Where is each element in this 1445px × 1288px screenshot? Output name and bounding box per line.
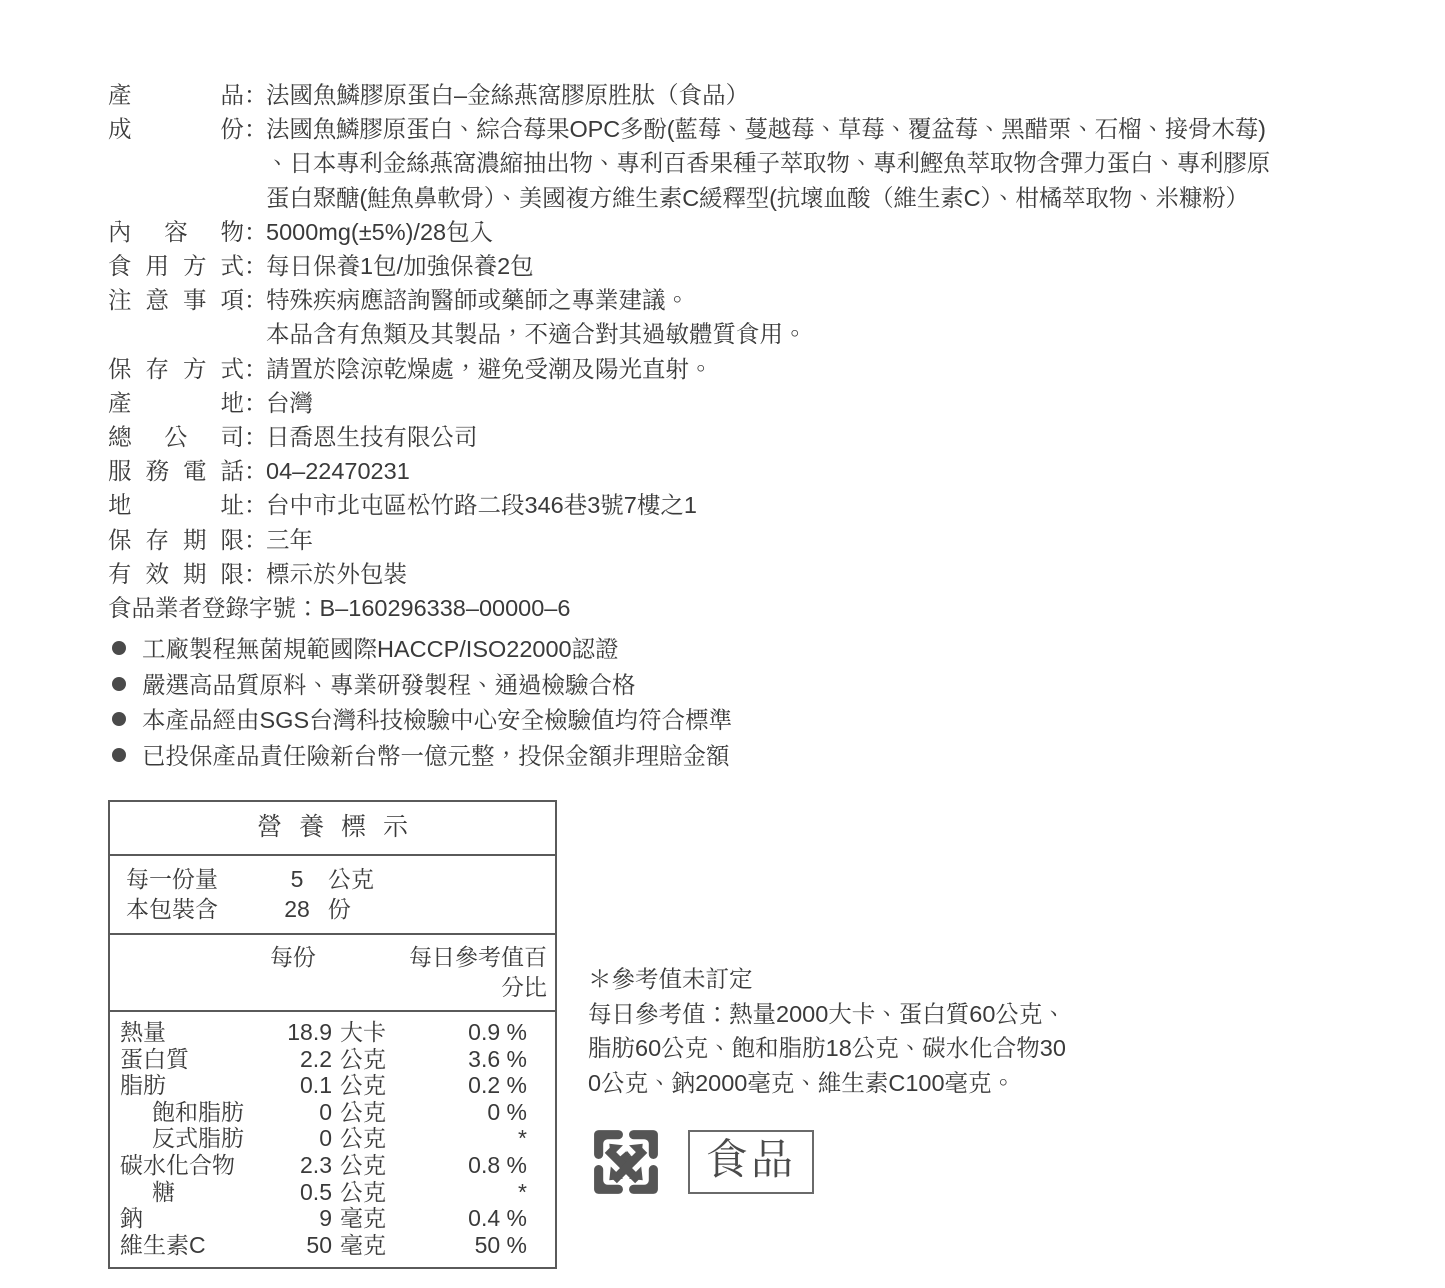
spec-colon: ： [244, 424, 268, 451]
spec-colon: ： [244, 560, 268, 587]
nutrient-amount: 0.1 [300, 1072, 332, 1099]
spec-row-storage [108, 352, 1338, 386]
bullet-dot-icon [112, 677, 126, 691]
spec-label-directions: 食用方式 [108, 253, 244, 280]
spec-label-expiry: 有效期限 [108, 560, 244, 587]
spec-row-phone [108, 454, 1338, 488]
spec-value-shelf-life: 三年 [266, 526, 313, 553]
spec-label-warnings: 注意事項 [108, 287, 244, 314]
spec-value-expiry: 標示於外包裝 [266, 560, 407, 587]
nutrient-name: 蛋白質 [120, 1045, 189, 1072]
spec-label-company: 總公司 [108, 424, 244, 451]
column-header-per-serving: 每份 [270, 944, 316, 970]
table-row [126, 864, 555, 894]
nutrient-name: 反式脂肪 [152, 1125, 244, 1152]
nutrient-daily-percent: 50 % [474, 1231, 527, 1258]
nutrient-unit: 公克 [340, 1151, 386, 1178]
nutrient-unit: 毫克 [340, 1205, 386, 1232]
table-row [110, 1072, 555, 1099]
spec-colon: ： [244, 526, 268, 553]
table-row [110, 1125, 555, 1152]
table-row [110, 1019, 555, 1046]
bullet-dot-icon [112, 641, 126, 655]
spec-value-directions: 每日保養1包/加強保養2包 [266, 253, 534, 280]
nutrient-daily-percent: 0.2 % [468, 1072, 527, 1099]
footnote-asterisk-note: ＊參考值未訂定 [588, 966, 753, 992]
spec-value-registration: 食品業者登錄字號：B–160296338–00000–6 [108, 595, 571, 622]
nutrient-unit: 毫克 [340, 1231, 386, 1258]
spec-colon: ： [244, 218, 268, 245]
nutrient-daily-percent: 0 % [487, 1098, 527, 1125]
nutrient-amount: 50 [306, 1231, 332, 1258]
bullet-text: 本產品經由SGS台灣科技檢驗中心安全檢驗值均符合標準 [142, 707, 733, 733]
table-row [110, 1232, 555, 1259]
spec-colon: ： [244, 116, 268, 143]
nutrition-serving-block [110, 856, 555, 935]
list-item [112, 632, 732, 668]
serving-size-label: 每一份量 [126, 866, 218, 892]
table-row [110, 1099, 555, 1126]
spec-row-ingredients-cont-2 [108, 181, 1338, 215]
spec-value-warnings-line1: 特殊疾病應諮詢醫師或藥師之專業建議。 [266, 287, 689, 314]
spec-row-origin [108, 386, 1338, 420]
spec-value-product: 法國魚鱗膠原蛋白–金絲燕窩膠原胜肽（食品） [266, 82, 750, 108]
nutrient-amount: 18.9 [287, 1019, 332, 1045]
nutrient-name: 飽和脂肪 [152, 1098, 244, 1125]
table-row [126, 894, 555, 924]
spec-label-storage: 保存方式 [108, 355, 244, 382]
spec-row-registration [108, 591, 1338, 625]
nutrition-rows [110, 1012, 555, 1267]
bullet-text: 已投保產品責任險新台幣一億元整，投保金額非理賠金額 [142, 742, 730, 769]
spec-value-company: 日喬恩生技有限公司 [266, 424, 478, 451]
spec-row-directions [108, 249, 1338, 283]
spec-value-warnings-line2: 本品含有魚類及其製品，不適合對其過敏體質食用。 [266, 321, 807, 348]
nutrition-facts-table [108, 800, 557, 1269]
spec-row-address [108, 488, 1338, 522]
nutrient-daily-percent: * [518, 1125, 527, 1152]
spec-label-phone: 服務電話 [108, 458, 244, 485]
bullet-text: 嚴選高品質原料、專業研發製程、通過檢驗合格 [142, 671, 636, 698]
spec-value-address: 台中市北屯區松竹路二段346巷3號7樓之1 [266, 492, 697, 519]
nutrient-daily-percent: 0.9 % [468, 1019, 527, 1045]
nutrient-amount: 2.2 [300, 1045, 332, 1072]
daily-reference-footnote [588, 962, 1128, 1100]
spec-colon: ： [244, 355, 268, 382]
nutrient-unit: 公克 [340, 1045, 386, 1072]
nutrient-unit: 大卡 [340, 1019, 386, 1045]
spec-label-shelf-life: 保存期限 [108, 526, 244, 553]
table-row [110, 1205, 555, 1232]
spec-row-contents [108, 215, 1338, 249]
nutrient-amount: 2.3 [300, 1151, 332, 1178]
spec-colon: ： [244, 458, 268, 485]
spec-row-shelf-life [108, 523, 1338, 557]
nutrient-amount: 9 [319, 1205, 332, 1232]
certification-bullet-list [112, 632, 732, 774]
product-spec-list [108, 78, 1338, 625]
food-grade-mark: 食品 [688, 1130, 814, 1193]
footnote-line-4: 0公克、鈉2000毫克、維生素C100毫克。 [588, 1069, 1016, 1096]
spec-value-ingredients-line2: 、日本專利金絲燕窩濃縮抽出物、專利百香果種子萃取物、專利鰹魚萃取物含彈力蛋白、專利膠原 [266, 150, 1271, 177]
nutrient-amount: 0.5 [300, 1178, 332, 1205]
spec-label-address: 地址 [108, 492, 244, 519]
footnote-line-2: 每日參考值：熱量2000大卡、蛋白質60公克、 [588, 1000, 1066, 1027]
list-item [112, 739, 732, 775]
nutrient-amount: 0 [319, 1125, 332, 1152]
nutrient-daily-percent: 0.4 % [468, 1205, 527, 1232]
mark-group [588, 1124, 814, 1200]
footnote-line-3: 脂肪60公克、飽和脂肪18公克、碳水化合物30 [588, 1035, 1066, 1061]
column-header-spacer [110, 942, 270, 1002]
nutrient-amount: 0 [319, 1098, 332, 1125]
nutrition-column-headers [110, 935, 555, 1012]
nutrition-table-title: 營養標示 [110, 802, 555, 856]
nutrient-daily-percent: 3.6 % [468, 1045, 527, 1072]
nutrient-unit: 公克 [340, 1125, 386, 1152]
bullet-text: 工廠製程無菌規範國際HACCP/ISO22000認證 [142, 636, 619, 662]
spec-label-ingredients: 成份 [108, 116, 244, 143]
spec-row-warnings-cont [108, 317, 1338, 351]
nutrient-name: 脂肪 [120, 1072, 166, 1099]
bullet-dot-icon [112, 748, 126, 762]
spec-label-product: 產品 [108, 82, 244, 108]
spec-value-ingredients-line1: 法國魚鱗膠原蛋白、綜合莓果OPC多酚(藍莓、蔓越莓、草莓、覆盆莓、黑醋栗、石榴、接骨木莓) [266, 116, 1266, 143]
nutrient-name: 維生素C [120, 1231, 206, 1258]
table-row [110, 1046, 555, 1073]
nutrient-name: 熱量 [120, 1019, 166, 1045]
table-row [110, 1179, 555, 1206]
nutrient-unit: 公克 [340, 1178, 386, 1205]
list-item [112, 703, 732, 739]
spec-colon: ： [244, 253, 268, 280]
nutrient-daily-percent: 0.8 % [468, 1151, 527, 1178]
bullet-dot-icon [112, 712, 126, 726]
spec-colon: ： [244, 82, 268, 108]
spec-row-company [108, 420, 1338, 454]
spec-colon: ： [244, 492, 268, 519]
spec-label-contents: 內容物 [108, 218, 244, 245]
nutrient-name: 鈉 [120, 1205, 143, 1232]
nutrient-name: 糖 [152, 1178, 175, 1205]
spec-value-ingredients-line3: 蛋白聚醣(鮭魚鼻軟骨）、美國複方維生素C緩釋型(抗壞血酸（維生素C）、柑橘萃取物、米糠粉） [266, 184, 1249, 211]
spec-row-ingredients-cont-1 [108, 146, 1338, 180]
spec-value-storage: 請置於陰涼乾燥處，避免受潮及陽光直射。 [266, 355, 713, 382]
serving-size-value: 5 [290, 866, 304, 892]
taiwan-recycling-mark-icon [588, 1124, 664, 1200]
servings-per-container-label: 本包裝含 [126, 896, 218, 922]
spec-value-phone: 04–22470231 [266, 458, 410, 485]
spec-row-product [108, 78, 1338, 112]
servings-per-container-unit: 份 [328, 896, 351, 922]
list-item [112, 668, 732, 704]
serving-size-unit: 公克 [328, 866, 374, 892]
table-row [110, 1152, 555, 1179]
spec-row-warnings [108, 283, 1338, 317]
spec-colon: ： [244, 389, 268, 416]
spec-colon: ： [244, 287, 268, 314]
nutrient-daily-percent: * [518, 1178, 527, 1205]
servings-per-container-value: 28 [284, 896, 310, 922]
spec-row-ingredients [108, 112, 1338, 146]
column-header-daily-percent: 每日參考值百分比 [409, 944, 547, 1000]
spec-row-expiry [108, 557, 1338, 591]
nutrient-unit: 公克 [340, 1072, 386, 1099]
spec-value-origin: 台灣 [266, 389, 313, 416]
spec-label-origin: 產地 [108, 389, 244, 416]
nutrient-unit: 公克 [340, 1098, 386, 1125]
spec-value-contents: 5000mg(±5%)/28包入 [266, 218, 494, 245]
nutrient-name: 碳水化合物 [120, 1151, 235, 1178]
